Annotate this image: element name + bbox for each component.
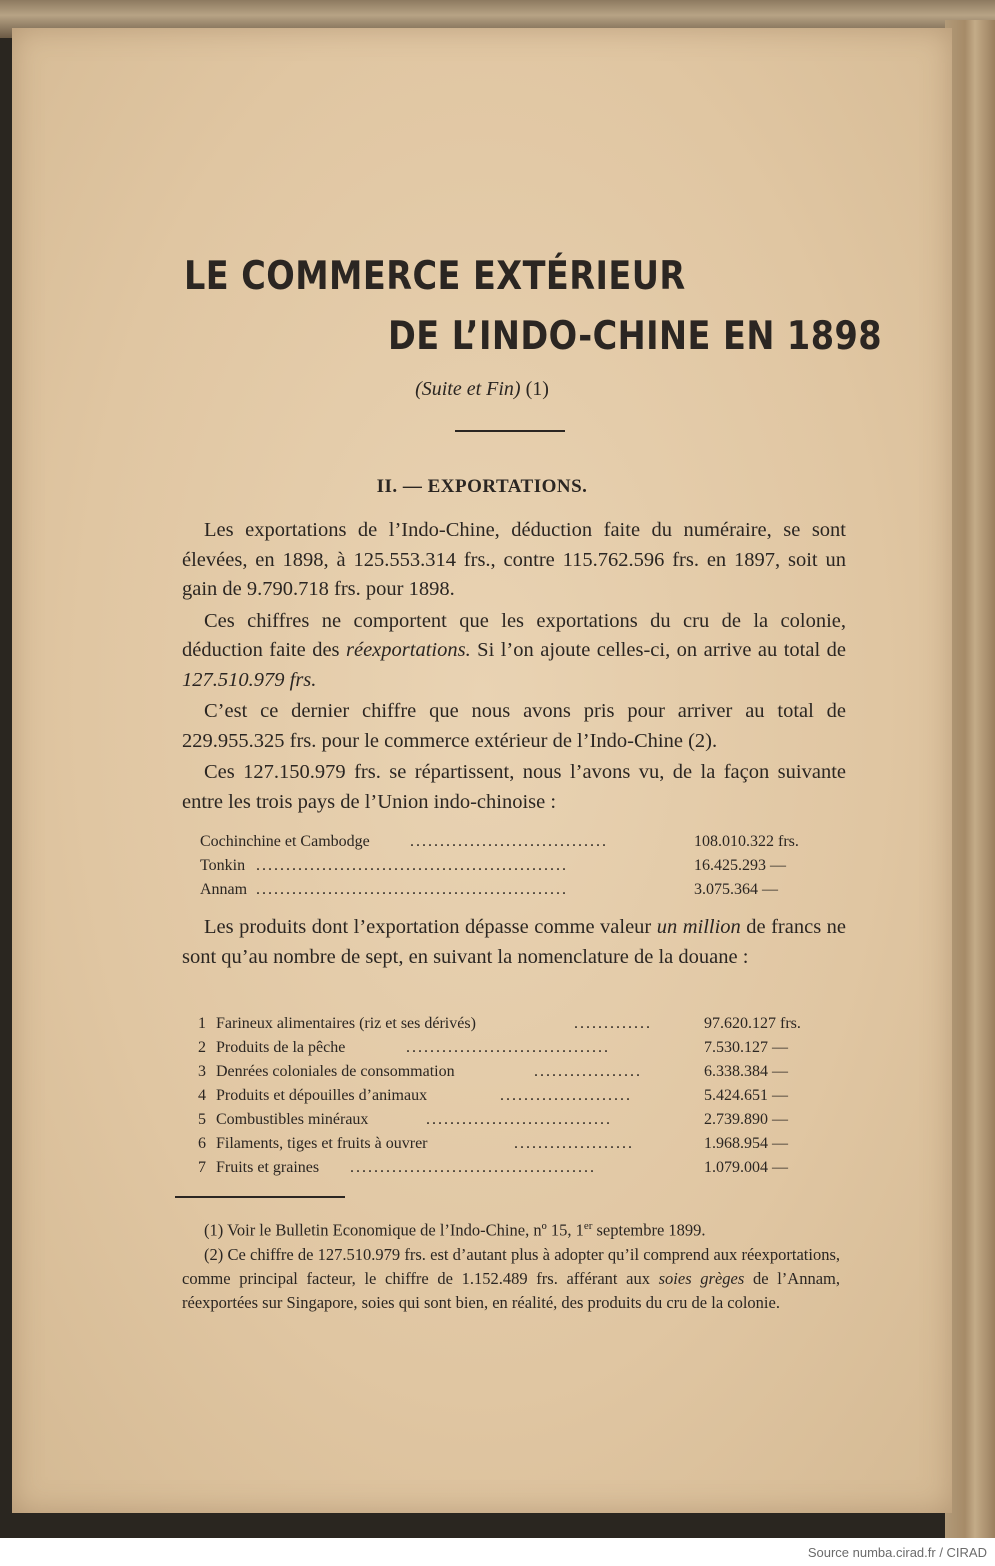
- dot-leader: ....................................................: [256, 881, 568, 898]
- footnote-2-italic: soies grèges: [658, 1268, 745, 1288]
- region-label: Tonkin: [200, 857, 246, 874]
- title-line-1: LE COMMERCE EXTÉRIEUR: [184, 254, 686, 299]
- p2-text-a: Ces chiffres ne comportent que les exportations du cru de la colonie, déduction faite des: [182, 609, 846, 661]
- source-credit: Source numba.cirad.fr / CIRAD: [807, 1545, 987, 1560]
- footnote-1: [182, 1214, 840, 1243]
- dot-leader: .............: [574, 1015, 652, 1032]
- product-label: Farineux alimentaires (riz et ses dérivés): [216, 1015, 476, 1032]
- footnote-1-superscript: er: [583, 1220, 593, 1232]
- product-label: Denrées coloniales de consommation: [216, 1063, 455, 1080]
- region-row: [200, 878, 840, 902]
- subtitle-note: (1): [525, 378, 549, 400]
- product-number: 7: [198, 1159, 206, 1176]
- dot-leader: ..................................: [406, 1039, 610, 1056]
- product-row: [198, 1036, 844, 1060]
- subtitle-italic: (Suite et Fin): [415, 378, 521, 400]
- p2-italic-b: 127.510.979 frs.: [182, 668, 317, 691]
- title-line-2: DE L’INDO-CHINE EN 1898: [388, 314, 883, 359]
- footnote-2-text-b: de l’Annam, réexportées sur Singapore, soies qui sont bien, en réalité, des produits du cru de la colonie.: [182, 1268, 840, 1312]
- product-row: [198, 1060, 844, 1084]
- dot-leader: ....................: [514, 1135, 634, 1152]
- body-text-middle: [182, 913, 846, 974]
- section-heading: II. — EXPORTATIONS.: [376, 476, 588, 497]
- dot-leader: .........................................: [350, 1159, 596, 1176]
- paragraph-3: C’est ce dernier chiffre que nous avons pris pour arriver au total de 229.955.325 frs. pour le commerce extérieur de l’Indo-Chine (2).: [182, 700, 846, 752]
- region-row: [200, 830, 840, 854]
- product-row: [198, 1084, 844, 1108]
- paragraph-4: Ces 127.150.979 frs. se répartissent, nous l’avons vu, de la façon suivante entre les trois pays de l’Union indo-chinoise :: [182, 761, 846, 813]
- region-label: Cochinchine et Cambodge: [200, 833, 370, 850]
- product-number: 3: [198, 1063, 206, 1080]
- product-value: 5.424.651 —: [704, 1087, 788, 1104]
- dot-leader: ...............................: [426, 1111, 612, 1128]
- product-value: 2.739.890 —: [704, 1111, 788, 1128]
- document-page: [12, 28, 952, 1513]
- region-value: 108.010.322 frs.: [694, 833, 799, 850]
- p5-italic: un million: [656, 916, 741, 938]
- product-label: Produits et dépouilles d’animaux: [216, 1087, 428, 1104]
- product-number: 1: [198, 1015, 206, 1032]
- product-value: 97.620.127 frs.: [704, 1015, 801, 1032]
- title-divider: [455, 430, 565, 432]
- region-row: [200, 854, 840, 878]
- product-value: 6.338.384 —: [704, 1063, 788, 1080]
- paragraph-5: [182, 913, 846, 972]
- region-label: Annam: [200, 881, 248, 898]
- products-table: [198, 1012, 844, 1180]
- product-value: 7.530.127 —: [704, 1039, 788, 1056]
- product-row: [198, 1012, 844, 1036]
- footnote-1-text-b: septembre 1899.: [592, 1220, 706, 1240]
- product-number: 5: [198, 1111, 206, 1128]
- dot-leader: ......................: [500, 1087, 632, 1104]
- product-value: 1.079.004 —: [704, 1159, 788, 1176]
- p2-italic-a: réexportations.: [346, 639, 471, 661]
- product-number: 6: [198, 1135, 206, 1152]
- p5-text-b: de francs ne sont qu’au nombre de sept, en suivant la nomenclature de la douane :: [182, 916, 847, 968]
- body-text-top: [182, 516, 846, 819]
- product-row: [198, 1108, 844, 1132]
- product-label: Filaments, tiges et fruits à ouvrer: [216, 1135, 428, 1152]
- footnote-2: [182, 1243, 840, 1315]
- paragraph-2: [182, 607, 846, 696]
- dot-leader: .................................: [410, 833, 608, 850]
- paragraph-1: Les exportations de l’Indo-Chine, déduction faite du numéraire, se sont élevées, en 1898, à 125.553.314 frs., contre 115.762.596 frs. en 1897, soit un gain de 9.790.718 frs. pour 1898.: [182, 519, 846, 600]
- footnote-1-text-a: (1) Voir le Bulletin Economique de l’Indo-Chine, nº 15, 1: [204, 1220, 584, 1240]
- footnote-2-text-a: (2) Ce chiffre de 127.510.979 frs. est d’autant plus à adopter qu’il comprend aux réexportations, comme principal facteur, le chiffre de 1.152.489 frs. afférant aux: [182, 1244, 840, 1288]
- dot-leader: ..................: [534, 1063, 642, 1080]
- product-number: 2: [198, 1039, 206, 1056]
- product-label: Produits de la pêche: [216, 1039, 346, 1056]
- dot-leader: ....................................................: [256, 857, 568, 874]
- product-label: Combustibles minéraux: [216, 1111, 369, 1128]
- p2-text-b: Si l’on ajoute celles-ci, on arrive au total de: [470, 639, 846, 661]
- product-row: [198, 1132, 844, 1156]
- book-right-edge: [945, 20, 995, 1540]
- subtitle: [12, 378, 952, 401]
- product-row: [198, 1156, 844, 1180]
- region-value: 3.075.364 —: [694, 881, 778, 898]
- footnote-divider: [175, 1196, 345, 1198]
- product-label: Fruits et graines: [216, 1159, 320, 1176]
- p5-text-a: Les produits dont l’exportation dépasse comme valeur: [204, 916, 657, 938]
- regions-table: [200, 830, 840, 902]
- product-number: 4: [198, 1087, 206, 1104]
- region-value: 16.425.293 —: [694, 857, 786, 874]
- footnotes: [182, 1214, 840, 1315]
- product-value: 1.968.954 —: [704, 1135, 788, 1152]
